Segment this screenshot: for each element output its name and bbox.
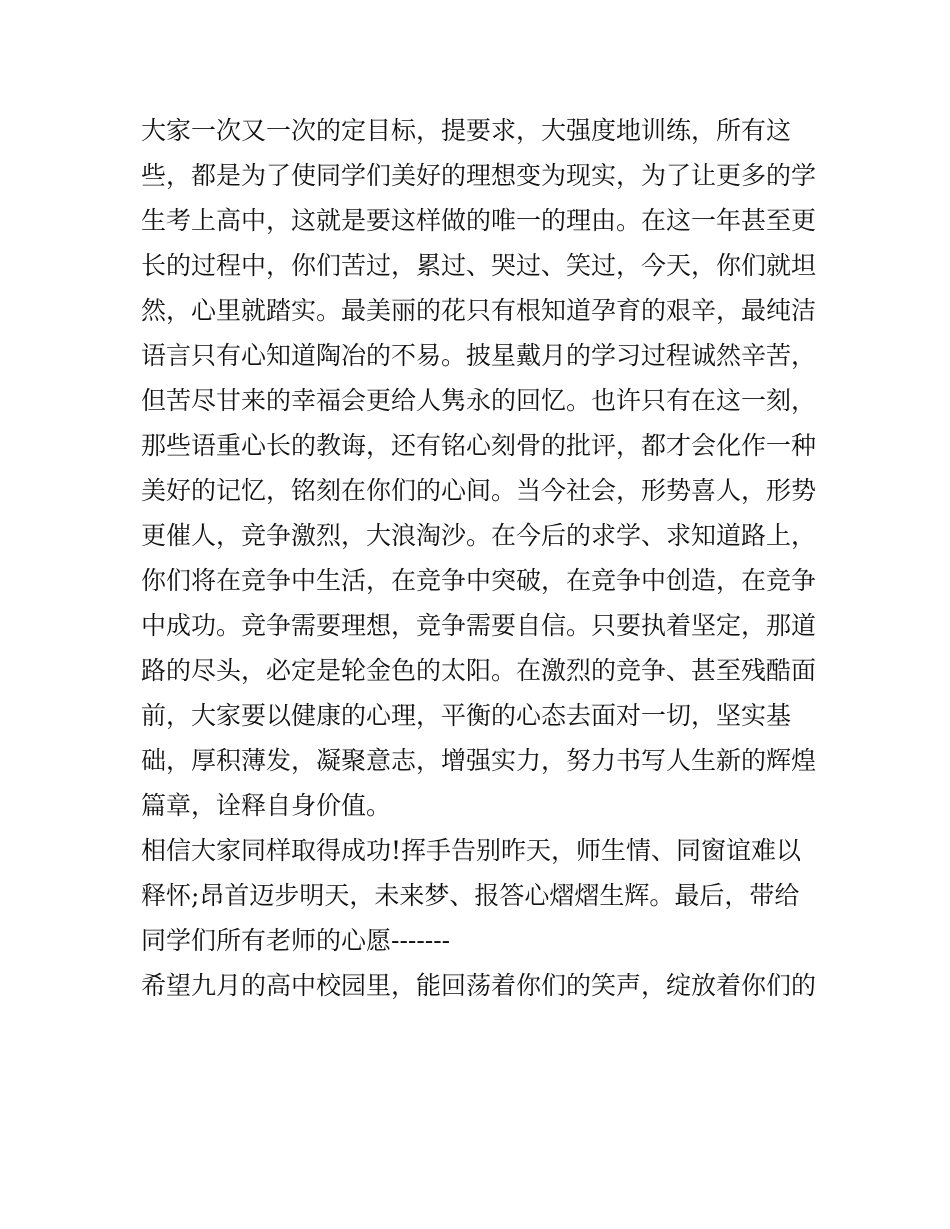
text-line: 生考上高中，这就是要这样做的唯一的理由。在这一年甚至更 xyxy=(141,206,817,235)
text-line: 前，大家要以健康的心理，平衡的心态去面对一切，坚实基 xyxy=(141,701,792,730)
text-line: 语言只有心知道陶冶的不易。披星戴月的学习过程诚然辛苦， xyxy=(141,341,817,370)
text-line: 那些语重心长的教诲，还有铭心刻骨的批评，都才会化作一种 xyxy=(141,431,817,460)
text-line: 同学们所有老师的心愿------- xyxy=(141,926,451,955)
text-line: 础，厚积薄发，凝聚意志，增强实力，努力书写人生新的辉煌 xyxy=(141,746,817,775)
text-line: 中成功。竞争需要理想，竞争需要自信。只要执着坚定，那道 xyxy=(141,611,817,640)
text-line: 但苦尽甘来的幸福会更给人隽永的回忆。也许只有在这一刻， xyxy=(141,386,817,415)
text-line: 大家一次又一次的定目标，提要求，大强度地训练，所有这 xyxy=(141,116,792,145)
text-line: 篇章，诠释自身价值。 xyxy=(141,791,392,820)
text-line: 相信大家同样取得成功!挥手告别昨天，师生情、同窗谊难以 xyxy=(141,836,802,865)
text-line: 更催人，竞争激烈，大浪淘沙。在今后的求学、求知道路上， xyxy=(141,521,817,550)
text-line: 些，都是为了使同学们美好的理想变为现实，为了让更多的学 xyxy=(141,161,817,190)
text-line: 你们将在竞争中生活，在竞争中突破，在竞争中创造，在竞争 xyxy=(141,566,817,595)
text-line: 长的过程中，你们苦过，累过、哭过、笑过，今天，你们就坦 xyxy=(141,251,817,280)
text-line: 路的尽头，必定是轮金色的太阳。在激烈的竞争、甚至残酷面 xyxy=(141,656,817,685)
text-line: 然，心里就踏实。最美丽的花只有根知道孕育的艰辛，最纯洁 xyxy=(141,296,817,325)
document-body xyxy=(141,108,821,1008)
text-line: 美好的记忆，铭刻在你们的心间。当今社会，形势喜人，形势 xyxy=(141,476,817,505)
text-line: 希望九月的高中校园里，能回荡着你们的笑声，绽放着你们的 xyxy=(141,971,817,1000)
text-line: 释怀;昂首迈步明天，未来梦、报答心熠熠生辉。最后，带给 xyxy=(141,881,800,910)
